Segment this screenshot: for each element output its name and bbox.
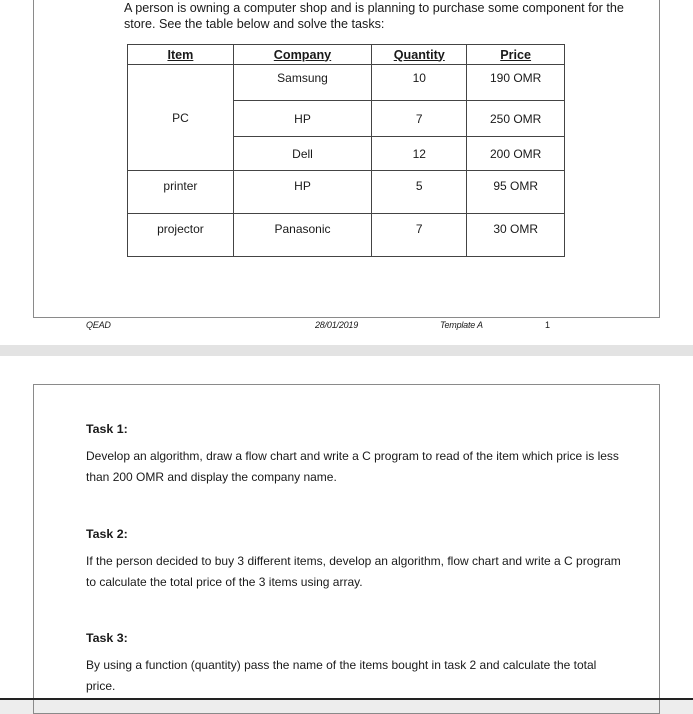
cell-price: 190 OMR: [467, 65, 565, 101]
task-3-text: By using a function (quantity) pass the name of the items bought in task 2 and calculate the total price.: [86, 658, 597, 693]
document-page-2: [0, 356, 693, 700]
table-header-row: [128, 45, 565, 65]
cell-company: HP: [233, 171, 371, 214]
footer-date: 28/01/2019: [315, 320, 359, 330]
header-quantity: Quantity: [372, 45, 467, 65]
task-1-text: Develop an algorithm, draw a flow chart and write a C program to read of the item which price is less than 200 OMR and display the company name.: [86, 449, 619, 484]
table-row: [128, 65, 565, 101]
task-2-text: If the person decided to buy 3 different items, develop an algorithm, flow chart and write a C program to calculate the total price of the 3 items using array.: [86, 554, 621, 589]
cell-item: projector: [128, 214, 234, 257]
cell-company: Dell: [233, 137, 371, 171]
task-1-title: Task 1:: [86, 422, 128, 436]
intro-paragraph: A person is owning a computer shop and is planning to purchase some component for the store. See the table below and solve the tasks:: [124, 1, 624, 31]
cell-price: 30 OMR: [467, 214, 565, 257]
document-page-1: [0, 0, 693, 345]
cell-item: printer: [128, 171, 234, 214]
cell-price: 250 OMR: [467, 101, 565, 137]
cell-quantity: 12: [372, 137, 467, 171]
header-company: Company: [233, 45, 371, 65]
page-gap: [0, 345, 693, 356]
task-3-title: Task 3:: [86, 631, 128, 645]
cell-quantity: 5: [372, 171, 467, 214]
cell-price: 200 OMR: [467, 137, 565, 171]
cell-company: Samsung: [233, 65, 371, 101]
footer-page-number: 1: [545, 320, 550, 330]
cell-company: HP: [233, 101, 371, 137]
task-2-title: Task 2:: [86, 527, 128, 541]
footer-template: Template A: [440, 320, 483, 330]
table-row: [128, 171, 565, 214]
table-row: [128, 214, 565, 257]
components-table: [127, 44, 565, 257]
header-item: Item: [128, 45, 234, 65]
cell-quantity: 10: [372, 65, 467, 101]
cell-item: PC: [128, 65, 234, 171]
cell-company: Panasonic: [233, 214, 371, 257]
cell-quantity: 7: [372, 101, 467, 137]
cell-price: 95 OMR: [467, 171, 565, 214]
footer-organization: QEAD: [86, 320, 111, 330]
cell-quantity: 7: [372, 214, 467, 257]
header-price: Price: [467, 45, 565, 65]
